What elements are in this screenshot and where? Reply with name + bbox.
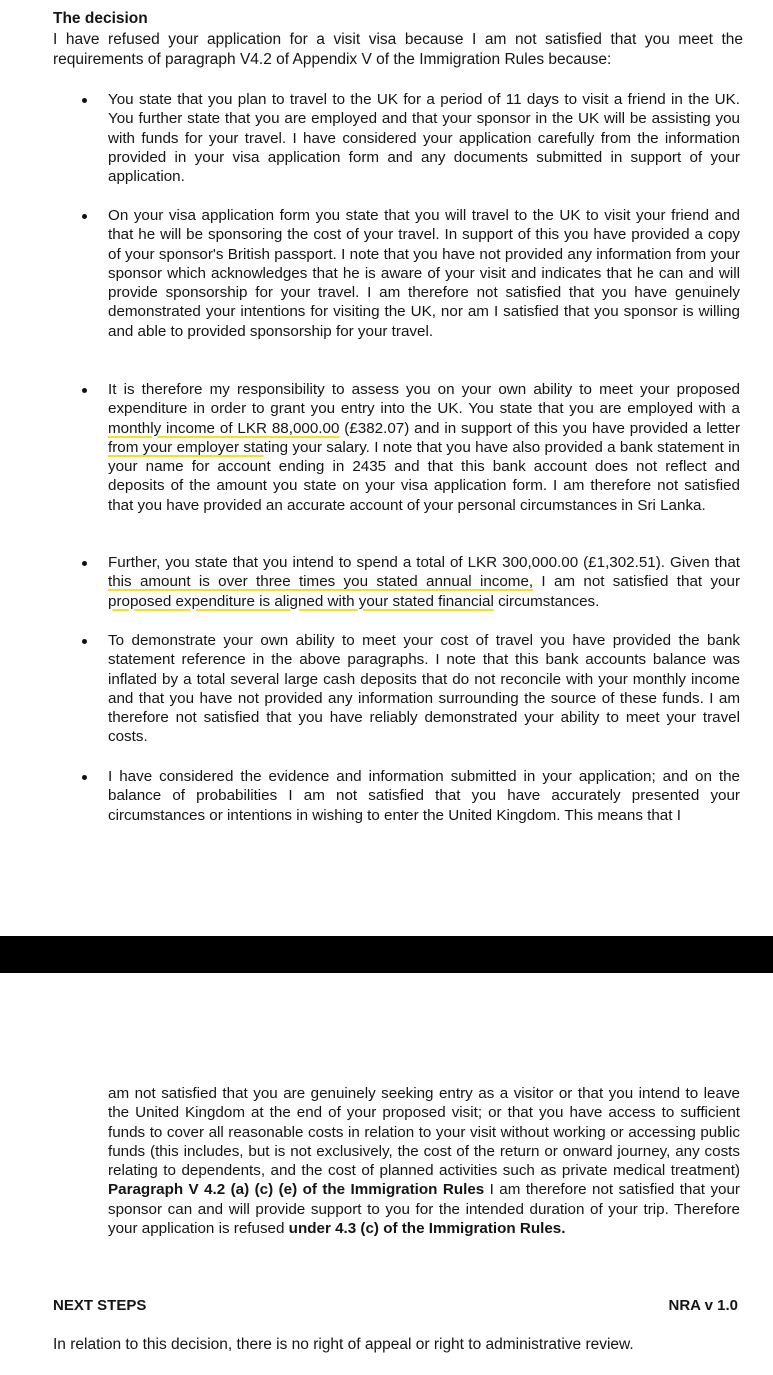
- highlight-financial: proposed expenditure is aligned with your stated financial: [108, 592, 494, 610]
- text: It is therefore my responsibility to assess you on your own ability to meet your proposed expenditure in order to grant you entry into the UK. You state that you are employed with a: [108, 381, 740, 418]
- text: I am not satisfied that your: [533, 573, 740, 591]
- intro-paragraph: I have refused your application for a visit visa because I am not satisfied that you meet the requirements of paragraph V4.2 of Appendix V of the Immigration Rules because:: [53, 31, 743, 68]
- section-heading: The decision: [53, 10, 148, 27]
- bold-reference: under 4.3 (c) of the Immigration Rules.: [288, 1220, 566, 1238]
- text: ting your salary. I note that you have also provided a bank statement in your name for account ending in 2435 and that this bank account does not reflect and deposits of the amount you state on your visa application form. I am therefore not satisfied that you have provided an accurate account of your personal circumstances in Sri Lanka.: [108, 438, 741, 514]
- bullet-travel-plan: You state that you plan to travel to the UK for a period of 11 days to visit a friend in the UK. You further state that you are employed and that your sponsor in the UK will be assisting you with funds for your travel. I have considered your application carefully from the information provided in your visa application form and any documents submitted in support of your application.: [108, 91, 740, 186]
- footer-row: [53, 1296, 738, 1315]
- closing-statement: In relation to this decision, there is no right of appeal or right to administrative review.: [53, 1336, 634, 1353]
- bullet-sponsor: On your visa application form you state that you will travel to the UK to visit your friend and that he will be sponsoring the cost of your travel. In support of this you have provided a copy of your sponsor's British passport. I note that you have not provided any information from your sponsor which acknowledges that he is aware of your visit and indicates that he can and will provide sponsorship for your travel. I am therefore not satisfied that you have genuinely demonstrated your intentions for visiting the UK, nor am I satisfied that you sponsor is willing and able to provided sponsorship for your travel.: [108, 207, 740, 340]
- bullet-expenditure: [108, 553, 740, 611]
- highlight-annual-income: this amount is over three times you stated annual income,: [108, 573, 534, 591]
- text: am not satisfied that you are genuinely seeking entry as a visitor or that you intend to leave the United Kingdom at the end of your proposed visit; or that you have access to sufficient funds to cover all reasonable costs in relation to your visit without working or accessing public funds (this includes, but is not exclusively, the cost of the return or onward journey, any costs relating to dependents, and the cost of planned activities such as private medical treatment): [108, 1085, 740, 1180]
- text: I am therefore not satisfied that your sponsor can and will provide support to you for the intended duration of your trip. Therefore your application is refused: [108, 1181, 740, 1238]
- version-label: NRA v 1.0: [668, 1297, 738, 1314]
- redaction-bar: [0, 936, 773, 973]
- text: circumstances.: [493, 592, 600, 610]
- highlight-monthly-income: monthly income of LKR 88,000.00: [108, 419, 340, 437]
- bold-reference: Paragraph V 4.2 (a) (c) (e) of the Immigration Rules: [108, 1181, 485, 1199]
- highlight-employer-letter: from your employer sta: [108, 438, 264, 456]
- next-steps-heading: NEXT STEPS: [53, 1297, 147, 1314]
- bullet-evidence: I have considered the evidence and information submitted in your application; and on the balance of probabilities I am not satisfied that you have accurately presented your circumstances or intentions in wishing to enter the United Kingdom. This means that I: [108, 768, 740, 824]
- text: Further, you state that you intend to spend a total of LKR 300,000.00 (£1,302.51). Given that: [108, 554, 740, 571]
- continuation-paragraph: [108, 1084, 740, 1238]
- text: (£382.07) and in support of this you have: [339, 419, 630, 437]
- bullet-income: [108, 380, 740, 515]
- text: provided a letter: [629, 419, 741, 437]
- bullet-bank-statement: To demonstrate your own ability to meet your cost of travel you have provided the bank statement reference in the above paragraphs. I note that this bank accounts balance was inflated by a total several large cash deposits that do not reconcile with your monthly income and that you have not provided any information surrounding the source of these funds. I am therefore not satisfied that you have reliably demonstrated your ability to meet your travel costs.: [108, 632, 740, 746]
